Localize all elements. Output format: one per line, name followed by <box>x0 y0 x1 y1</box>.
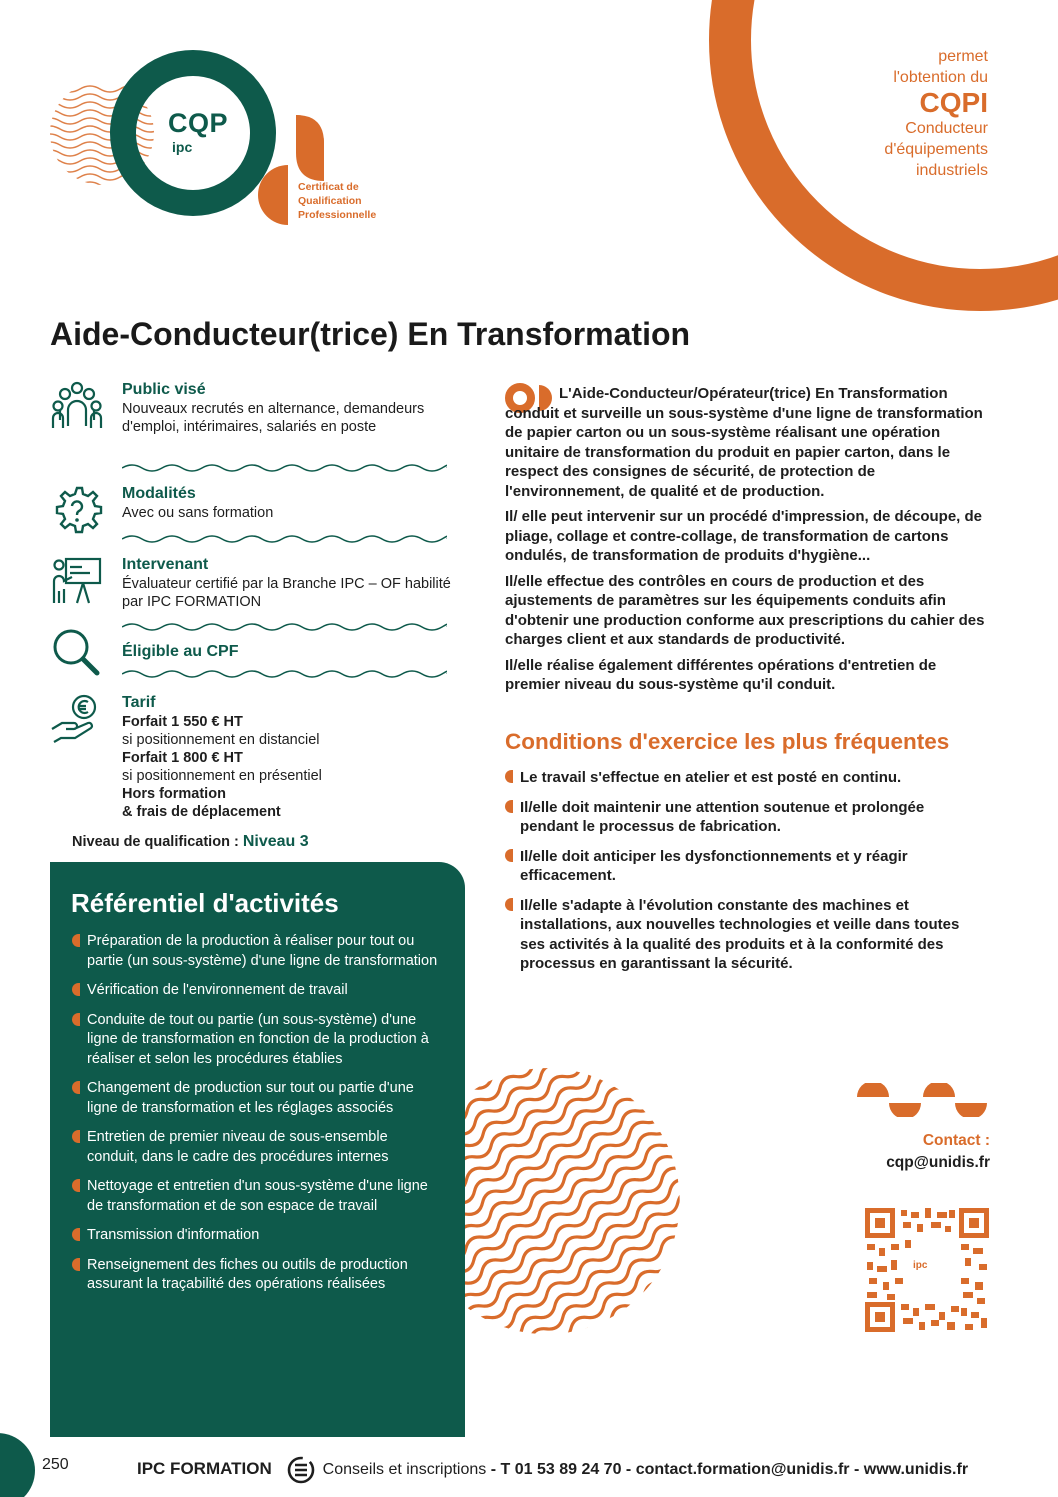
cqpi-line: d'équipements <box>884 141 988 158</box>
conditions-item <box>505 798 985 837</box>
wave-divider <box>122 462 447 474</box>
referentiel-title: Référentiel d'activités <box>71 888 339 918</box>
intervenant-text: Évaluateur certifié par la Branche IPC – OF habilité par IPC FORMATION <box>122 576 451 610</box>
referentiel-item <box>72 1177 442 1216</box>
footer-conseils: Conseils et inscriptions <box>322 1461 487 1479</box>
conditions-item <box>505 896 985 974</box>
modalites-heading: Modalités <box>122 485 196 502</box>
half-circle-bullet-icon <box>505 898 513 911</box>
half-circle-bullet-icon <box>72 934 80 947</box>
referentiel-item <box>72 932 442 971</box>
qr-label: ipc <box>913 1260 928 1271</box>
logo-sub: ipc <box>172 139 193 155</box>
referentiel-item <box>72 1226 442 1246</box>
intro-paragraph: L'Aide-Conducteur/Opérateur(trice) En Transformation conduit et surveille un sous-système d'une ligne de transformation de papier carton ou un sous-système réalisant une opération unitaire de transformation du produit en papier carton, dans le respect des consignes de sécurité, de protection de l'environnement, de qualité et de production. <box>505 385 983 500</box>
presenter-board-icon <box>50 555 104 609</box>
contact-email[interactable]: cqp@unidis.fr <box>886 1154 990 1171</box>
cqpi-line: permet <box>938 48 988 65</box>
wave-divider <box>122 668 447 680</box>
referentiel-item-text: Préparation de la production à réaliser pour tout ou partie (un sous-système) d'une ligne de transformation <box>87 933 438 969</box>
corner-decoration <box>0 1433 35 1497</box>
tarif-extra-1: Hors formation <box>122 786 226 802</box>
intro-text <box>505 384 995 701</box>
public-text: Nouveaux recrutés en alternance, demandeurs d'emploi, intérimaires, salariés en poste <box>122 401 425 435</box>
niveau-qualification <box>72 833 309 851</box>
half-circle-bullet-icon <box>72 1130 80 1143</box>
intro-paragraph: Il/elle réalise également différentes opérations d'entretien de premier niveau du sous-système qu'il conduit. <box>505 656 937 693</box>
intervenant-heading: Intervenant <box>122 556 209 573</box>
magnifier-icon <box>50 626 104 680</box>
conditions-item-text: Il/elle s'adapte à l'évolution constante des machines et installations, aux nouvelles technologies et veille dans toutes ses activités à la qualité des produits et à la conformité des processus en garantissant la sécurité. <box>520 896 960 972</box>
tarif-price-2: Forfait 1 800 € HT <box>122 750 243 766</box>
half-circle-bullet-icon <box>72 1013 80 1026</box>
conditions-title: Conditions d'exercice les plus fréquentes <box>505 729 950 754</box>
conditions-item <box>505 768 985 788</box>
wave-divider <box>122 533 447 545</box>
cqpi-acronym: CQPI <box>919 87 988 118</box>
gear-question-icon <box>50 484 104 538</box>
half-circle-bullet-icon <box>72 1258 80 1271</box>
referentiel-item-text: Transmission d'information <box>87 1227 260 1243</box>
page-title: Aide-Conducteur(trice) En Transformation <box>50 316 691 352</box>
euro-hand-icon <box>50 693 104 747</box>
intro-paragraph: Il/ elle peut intervenir sur un procédé d'impression, de découpe, de pliage, collage et contre-collage, de transformation de cartons ondulés, de transformation de produits d'hygiène... <box>505 508 983 564</box>
contact-label: Contact : <box>922 1132 990 1149</box>
half-circle-bullet-icon <box>72 983 80 996</box>
half-circle-bullet-icon <box>505 800 513 813</box>
half-circle-bullet-icon <box>505 770 513 783</box>
referentiel-item <box>72 981 442 1001</box>
conditions-list <box>505 768 985 984</box>
public-heading: Public visé <box>122 381 206 398</box>
intro-paragraph: Il/elle effectue des contrôles en cours de production et des ajustements de paramètres sur les équipements conduits afin d'obtenir une production conforme aux prescriptions du cahier des charges client et aux standards de productivité. <box>505 572 985 648</box>
conditions-item-text: Il/elle doit anticiper les dysfonctionnements et y réagir efficacement. <box>520 847 908 884</box>
cqpi-block <box>798 46 988 181</box>
tarif-extra-2: & frais de déplacement <box>122 804 281 820</box>
contact-block <box>886 1130 990 1174</box>
referentiel-item-text: Changement de production sur tout ou partie d'une ligne de transformation et les réglages associés <box>87 1080 414 1116</box>
logo-caption-line: Certificat de <box>298 181 359 193</box>
cqpi-line: l'obtention du <box>893 69 988 86</box>
half-circle-bullet-icon <box>72 1081 80 1094</box>
cpf-heading: Éligible au CPF <box>122 643 239 660</box>
page-number: 250 <box>42 1456 69 1473</box>
referentiel-item <box>72 1256 442 1295</box>
referentiel-item-text: Renseignement des fiches ou outils de production assurant la traçabilité des opérations réalisées <box>87 1256 408 1292</box>
tarif-price-1: Forfait 1 550 € HT <box>122 714 243 730</box>
tarif-note-1: si positionnement en distanciel <box>122 732 320 748</box>
footer <box>137 1455 968 1485</box>
referentiel-box <box>50 862 465 1437</box>
logo-acronym: CQP <box>168 108 229 138</box>
half-circle-bullet-icon <box>72 1228 80 1241</box>
referentiel-item <box>72 1128 442 1167</box>
contact-cycle-icon <box>286 1455 316 1485</box>
half-circle-bullet-icon <box>72 1179 80 1192</box>
wave-divider <box>122 621 447 633</box>
niveau-label: Niveau de qualification : <box>72 834 239 850</box>
logo-caption-line: Qualification <box>298 195 362 207</box>
contact-wave-decoration <box>855 1083 990 1117</box>
conditions-item-text: Il/elle doit maintenir une attention soutenue et prolongée pendant le processus de fabrication. <box>520 798 925 835</box>
half-circle-bullet-icon <box>505 849 513 862</box>
qr-code[interactable] <box>865 1208 989 1332</box>
referentiel-item <box>72 1011 442 1070</box>
cqpi-line: industriels <box>915 162 988 179</box>
conditions-item <box>505 847 985 886</box>
conditions-item-text: Le travail s'effectue en atelier et est posté en continu. <box>520 769 902 786</box>
tarif-note-2: si positionnement en présentiel <box>122 768 322 784</box>
niveau-value: Niveau 3 <box>242 833 309 850</box>
modalites-text: Avec ou sans formation <box>122 505 274 521</box>
tarif-heading: Tarif <box>122 694 156 711</box>
logo-caption <box>298 180 388 222</box>
people-group-icon <box>50 380 104 434</box>
referentiel-list <box>72 932 442 1305</box>
footer-contact-line[interactable]: - T 01 53 89 24 70 - contact.formation@unidis.fr - www.unidis.fr <box>490 1461 969 1479</box>
footer-brand: IPC FORMATION <box>137 1459 272 1479</box>
cqpi-line: Conducteur <box>905 120 988 137</box>
referentiel-item-text: Entretien de premier niveau de sous-ensemble conduit, dans le cadre des procédures internes <box>87 1129 389 1165</box>
referentiel-item-text: Conduite de tout ou partie (un sous-système) d'une ligne de transformation en fonction de la production à réaliser et selon les procédures établies <box>87 1011 429 1067</box>
referentiel-item-text: Nettoyage et entretien d'un sous-système d'une ligne de transformation et de son espace de travail <box>87 1178 428 1214</box>
logo-caption-line: Professionnelle <box>298 209 377 221</box>
referentiel-item <box>72 1079 442 1118</box>
referentiel-item-text: Vérification de l'environnement de travail <box>87 982 348 998</box>
